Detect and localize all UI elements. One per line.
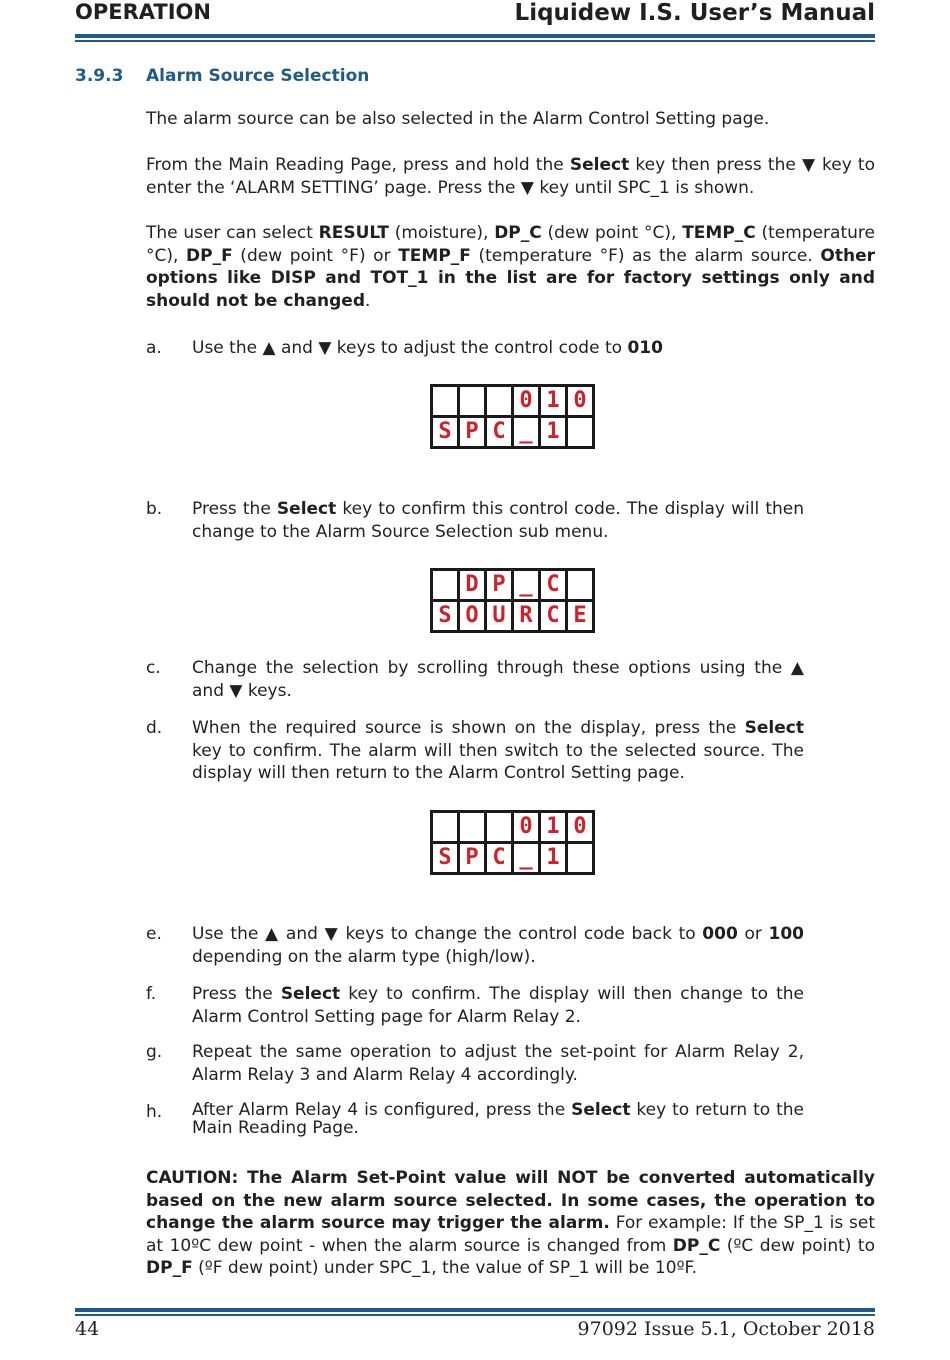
document-reference: 97092 Issue 5.1, October 2018 — [577, 1318, 875, 1340]
lcd-cell: 0 — [514, 813, 538, 841]
step-g-text: Repeat the same operation to adjust the set-point for Alarm Relay 2, Alarm Relay 3 and Alarm Relay 4 accordingly. — [192, 1042, 804, 1085]
lcd-cell — [568, 418, 592, 446]
caution-heading: CAUTION: The Alarm Set-Point value will NOT be converted automatically based on the new alarm source selected. In some cases, the operation to change the alarm source may trigger the alarm. — [146, 1168, 875, 1233]
lcd-cell: 0 — [514, 387, 538, 415]
lcd-display-source — [430, 568, 595, 633]
step-a-letter: a. — [146, 338, 162, 358]
lcd-cell: P — [487, 571, 511, 599]
step-g-letter: g. — [146, 1042, 163, 1062]
lcd-display-control-code-return — [430, 810, 595, 875]
step-f-letter: f. — [146, 984, 157, 1004]
lcd-cell: 1 — [541, 418, 565, 446]
page-number: 44 — [75, 1318, 100, 1340]
lcd-cell: C — [487, 418, 511, 446]
paragraph-intro: The alarm source can be also selected in the Alarm Control Setting page. — [146, 109, 770, 129]
select-key-label: Select — [569, 155, 630, 175]
lcd-cell: S — [433, 844, 457, 872]
lcd-cell: C — [541, 571, 565, 599]
step-e-text: Use the ▲ and ▼ keys to change the control code back to 000 or 100 depending on the alarm type (high/low). — [192, 924, 804, 967]
lcd-cell: R — [514, 602, 538, 630]
lcd-cell — [433, 387, 457, 415]
step-c-letter: c. — [146, 658, 161, 678]
step-b-letter: b. — [146, 499, 163, 519]
step-d-text: When the required source is shown on the display, press the Select key to confirm. The alarm will then switch to the selected source. The display will then return to the Alarm Control Setting page. — [192, 718, 804, 783]
lcd-cell: 0 — [568, 387, 592, 415]
step-a-text: Use the ▲ and ▼ keys to adjust the control code to 010 — [192, 338, 663, 358]
lcd-cell — [487, 813, 511, 841]
header-section-label: OPERATION — [75, 0, 211, 24]
lcd-cell: 1 — [541, 387, 565, 415]
lcd-cell: _ — [514, 844, 538, 872]
paragraph-enter-alarm-setting: From the Main Reading Page, press and hold the Select key then press the ▼ key to enter the ‘ALARM SETTING’ page. Press the ▼ key until SPC_1 is shown. — [146, 155, 876, 198]
lcd-cell: D — [460, 571, 484, 599]
caution-paragraph: CAUTION: The Alarm Set-Point value will NOT be converted automatically based on the new alarm source selected. In some cases, the operation to change the alarm source may trigger the alarm. For example: If the SP_1 is set at 10ºC dew point - when the alarm source is changed from DP_C (ºC dew point) to DP_F (ºF dew point) under SPC_1, the value of SP_1 will be 10ºF. — [146, 1168, 875, 1278]
lcd-cell: P — [460, 418, 484, 446]
footer-rule-thin — [75, 1314, 875, 1316]
lcd-cell: E — [568, 602, 592, 630]
lcd-cell: 1 — [541, 813, 565, 841]
lcd-cell: O — [460, 602, 484, 630]
lcd-cell: _ — [514, 418, 538, 446]
lcd-cell: 0 — [568, 813, 592, 841]
lcd-cell — [433, 571, 457, 599]
section-number: 3.9.3 — [75, 66, 124, 86]
section-title: Alarm Source Selection — [146, 66, 370, 86]
header-rule-thin — [75, 40, 875, 42]
lcd-cell — [460, 387, 484, 415]
lcd-cell: 1 — [541, 844, 565, 872]
lcd-display-control-code — [430, 384, 595, 449]
lcd-cell: C — [487, 844, 511, 872]
lcd-cell: U — [487, 602, 511, 630]
step-f-text: Press the Select key to confirm. The display will then change to the Alarm Control Setting page for Alarm Relay 2. — [192, 984, 804, 1027]
lcd-cell — [460, 813, 484, 841]
step-d-letter: d. — [146, 718, 163, 738]
header-manual-title: Liquidew I.S. User’s Manual — [514, 0, 875, 26]
lcd-cell: S — [433, 418, 457, 446]
header-rule — [75, 34, 875, 38]
paragraph-source-options: The user can select RESULT (moisture), DP_C (dew point °C), TEMP_C (temperature °C), DP_F (dew point °F) or TEMP_F (temperature °F) as the alarm source. Other options like DISP and TOT_1 in the list are for factory settings only and should not be changed. — [146, 223, 875, 311]
step-b-text: Press the Select key to confirm this control code. The display will then change to the Alarm Source Selection sub menu. — [192, 499, 805, 542]
lcd-cell — [487, 387, 511, 415]
lcd-cell — [568, 571, 592, 599]
step-h-letter: h. — [146, 1102, 163, 1122]
step-h-text: After Alarm Relay 4 is configured, press the Select key to return to the Main Reading Page. — [192, 1100, 804, 1138]
step-c-text: Change the selection by scrolling through these options using the ▲ and ▼ keys. — [192, 658, 804, 701]
lcd-cell: P — [460, 844, 484, 872]
lcd-cell — [568, 844, 592, 872]
step-e-letter: e. — [146, 924, 162, 944]
lcd-cell — [433, 813, 457, 841]
lcd-cell: _ — [514, 571, 538, 599]
lcd-cell: S — [433, 602, 457, 630]
lcd-cell: C — [541, 602, 565, 630]
footer-rule — [75, 1308, 875, 1312]
